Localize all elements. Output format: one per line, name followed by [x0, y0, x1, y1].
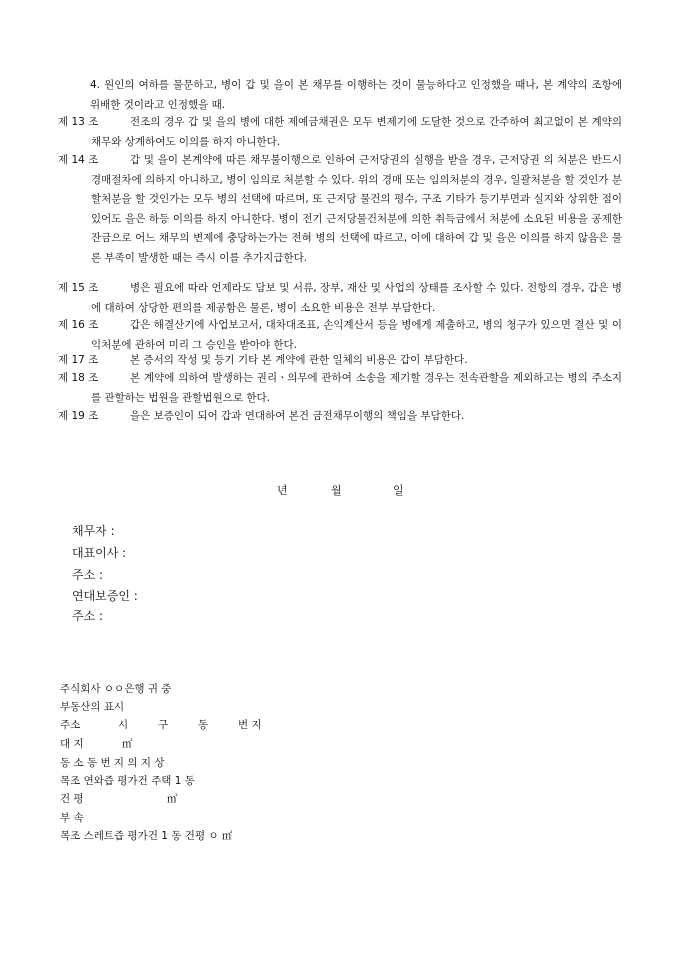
date-year: 년 — [277, 484, 288, 497]
floor-area-label: 건 평 — [60, 793, 84, 805]
address-label: 주소 — [60, 719, 81, 731]
signature-ceo: 대표이사 : — [72, 546, 127, 560]
article-text: 전조의 경우 갑 및 을의 병에 대한 제예금채권은 모두 변제기에 도달한 것으로 간주하여 최고없이 본 계약의 채무와 상계하여도 이의를 하지 아니한다. — [91, 116, 622, 148]
article-number: 제 16 조 — [58, 319, 99, 331]
signature-guarantor-address: 주소 : — [72, 609, 104, 623]
article-number: 제 15 조 — [58, 282, 99, 294]
article-number: 제 17 조 — [58, 354, 99, 366]
article-text: 갑은 해결산기에 사업보고서, 대차대조표, 손익계산서 등을 병에게 제출하고, 병의 청구가 있으면 결산 및 이익처분에 관하여 미리 그 승인을 받아야 한다. — [91, 319, 622, 351]
annex-label: 부 속 — [60, 812, 84, 824]
clause-4-text: 4. 원인의 여하를 물문하고, 병이 갑 및 을이 본 채무를 이행하는 것이 물능하다고 인정했을 때나, 본 계약의 조항에 위배한 것이라고 인정했을 때. — [90, 79, 622, 111]
signature-address: 주소 : — [72, 568, 104, 582]
article-13 — [58, 113, 622, 152]
clause-4 — [90, 76, 622, 115]
property-title: 부동산의 표시 — [60, 701, 125, 713]
article-16 — [58, 316, 622, 355]
article-19 — [58, 407, 622, 427]
article-text: 병은 필요에 따라 언제라도 담보 및 서류, 장부, 재산 및 사업의 상태를 조사할 수 있다. 전항의 경우, 갑은 병에 대하여 상당한 편의를 제공함은 물론, 병이 소요한 비용은 전부 부담한다. — [91, 282, 622, 314]
annex-description: 목조 스레트즙 평가건 1 동 건평 ㅇ ㎡ — [60, 830, 233, 842]
article-14 — [58, 151, 622, 268]
article-text: 본 계약에 의하여 발생하는 권리ㆍ의무에 관하여 소송을 제기할 경우는 전속관할을 제외하고는 병의 주소지를 관할하는 법원을 관할법원으로 한다. — [91, 372, 622, 404]
date-day: 일 — [393, 484, 404, 497]
signature-guarantor: 연대보증인 : — [72, 589, 138, 603]
signature-debtor: 채무자 : — [72, 524, 115, 538]
address-lot: 번 지 — [238, 719, 262, 731]
article-text: 갑 및 을이 본계약에 따른 채무불이행으로 인하여 근저당권의 실행을 받을 경우, 근저당권 의 처분은 반드시 경매절차에 의하지 아니하고, 병이 임의로 처분할 수 있다. 위의 경매 또는 임의처분의 경우, 일괄처분을 할 것인가 분할처분을 할 것인가는 모두 병의 선택에 따르며, 또 근저당 물건의 평수, 구조 기타가 등기부면과 실지와 상위한 점이 있어도 을은 하등 이의를 하지 아니한다. 병이 전기 근저당물건처분에 의한 취득금에서 처분에 소요된 비용을 공제한 잔금으로 어느 채무의 변제에 충당하는가는 전혀 병의 선택에 따르고, 이에 대하여 갑 및 을은 이의를 하지 않음은 물론 부족이 발생한 때는 즉시 이를 추가지급한다. — [91, 154, 622, 264]
article-number: 제 14 조 — [58, 154, 99, 166]
land-unit: ㎡ — [122, 738, 133, 750]
floor-area-unit: ㎡ — [167, 793, 178, 805]
house-description: 목조 연와즙 평가건 주택 1 동 — [60, 775, 195, 787]
article-text: 을은 보증인이 되어 갑과 연대하여 본건 금전채무이행의 책임을 부담한다. — [130, 410, 465, 422]
article-number: 제 18 조 — [58, 372, 99, 384]
address-district: 구 — [158, 719, 169, 731]
article-number: 제 13 조 — [58, 116, 99, 128]
land-label: 대 지 — [60, 738, 84, 750]
address-dong: 동 — [198, 719, 209, 731]
article-17 — [58, 351, 622, 371]
article-text: 본 증서의 작성 및 등기 기타 본 계약에 관한 일체의 비용은 갑이 부담한다. — [130, 354, 468, 366]
addressee: 주식회사 ㅇㅇ은행 귀 중 — [60, 683, 172, 695]
article-18 — [58, 369, 622, 408]
date-month: 월 — [331, 484, 342, 497]
address-city: 시 — [118, 719, 129, 731]
article-number: 제 19 조 — [58, 410, 99, 422]
building-lot: 동 소 동 번 지 의 지 상 — [60, 757, 165, 769]
article-15 — [58, 279, 622, 318]
